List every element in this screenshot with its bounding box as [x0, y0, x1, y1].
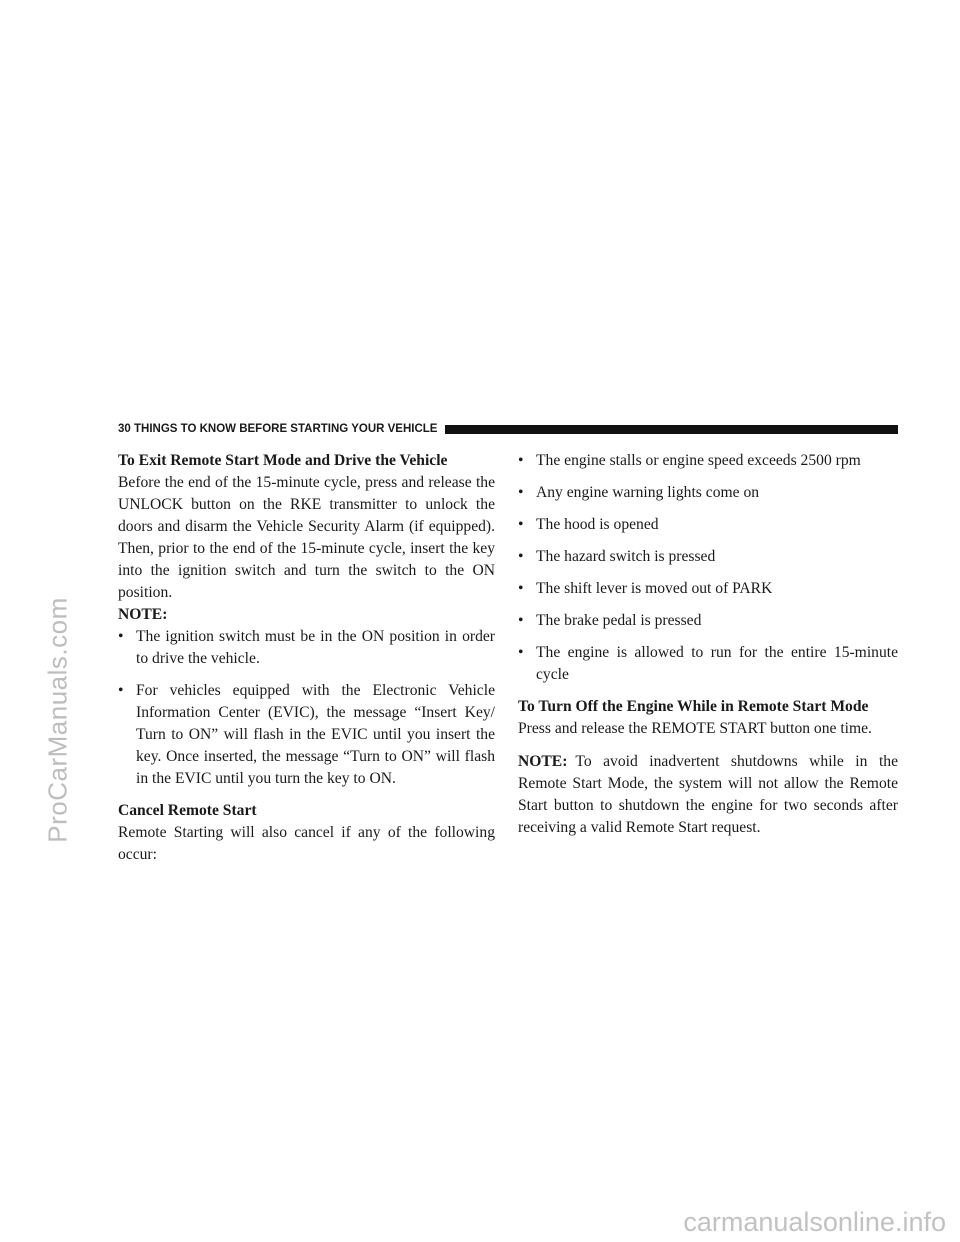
cancel-conditions-list [518, 450, 898, 686]
list-item: • The engine stalls or engine speed exceeds 2500 rpm [518, 450, 898, 472]
list-item: • The shift lever is moved out of PARK [518, 578, 898, 600]
note-label: NOTE: [118, 606, 168, 623]
left-column [118, 450, 495, 866]
list-item: • Any engine warning lights come on [518, 482, 898, 504]
list-item: • The hood is opened [518, 514, 898, 536]
note-label: NOTE: [518, 753, 568, 770]
header-title: 30 THINGS TO KNOW BEFORE STARTING YOUR VEHICLE [118, 423, 438, 435]
list-item: • The hazard switch is pressed [518, 546, 898, 568]
right-column [518, 450, 898, 839]
bottom-watermark: carmanualsonline.info [683, 1207, 946, 1237]
list-item: • The engine is allowed to run for the entire 15-minute cycle [518, 642, 898, 686]
list-item: • The ignition switch must be in the ON position in order to drive the vehicle. [118, 626, 495, 670]
header-rule [445, 425, 898, 434]
list-item: • The brake pedal is pressed [518, 610, 898, 632]
section-heading-exit-remote-start: To Exit Remote Start Mode and Drive the Vehicle [118, 452, 448, 469]
section-heading-turn-off-engine: To Turn Off the Engine While in Remote Start Mode [518, 698, 869, 715]
paragraph-exit-remote-start: Before the end of the 15-minute cycle, press and release the UNLOCK button on the RKE transmitter to unlock the doors and disarm the Vehicle Security Alarm (if equipped). Then, prior to the end of the 15-minute cycle, insert the key into the ignition switch and turn the switch to the ON position. [118, 474, 495, 601]
list-item: • For vehicles equipped with the Electronic Vehicle Information Center (EVIC), the message “Insert Key/ Turn to ON” will flash in the EVIC until you insert the key. Once inserted, the message “Turn to ON” will flash in the EVIC until you turn the key to ON. [118, 680, 495, 790]
turn-off-note [518, 751, 898, 839]
note-text: To avoid inadvertent shutdowns while in the Remote Start Mode, the system will not allow the Remote Start button to shutdown the engine for two seconds after receiving a valid Remote Start request. [518, 753, 898, 836]
note-list [118, 626, 495, 790]
section-heading-cancel-remote-start: Cancel Remote Start [118, 802, 257, 819]
side-watermark: ProCarManuals.com [42, 597, 73, 843]
page-header [118, 421, 898, 437]
paragraph-turn-off-engine: Press and release the REMOTE START button one time. [518, 720, 872, 737]
paragraph-cancel-remote-start: Remote Starting will also cancel if any of the following occur: [118, 824, 495, 863]
